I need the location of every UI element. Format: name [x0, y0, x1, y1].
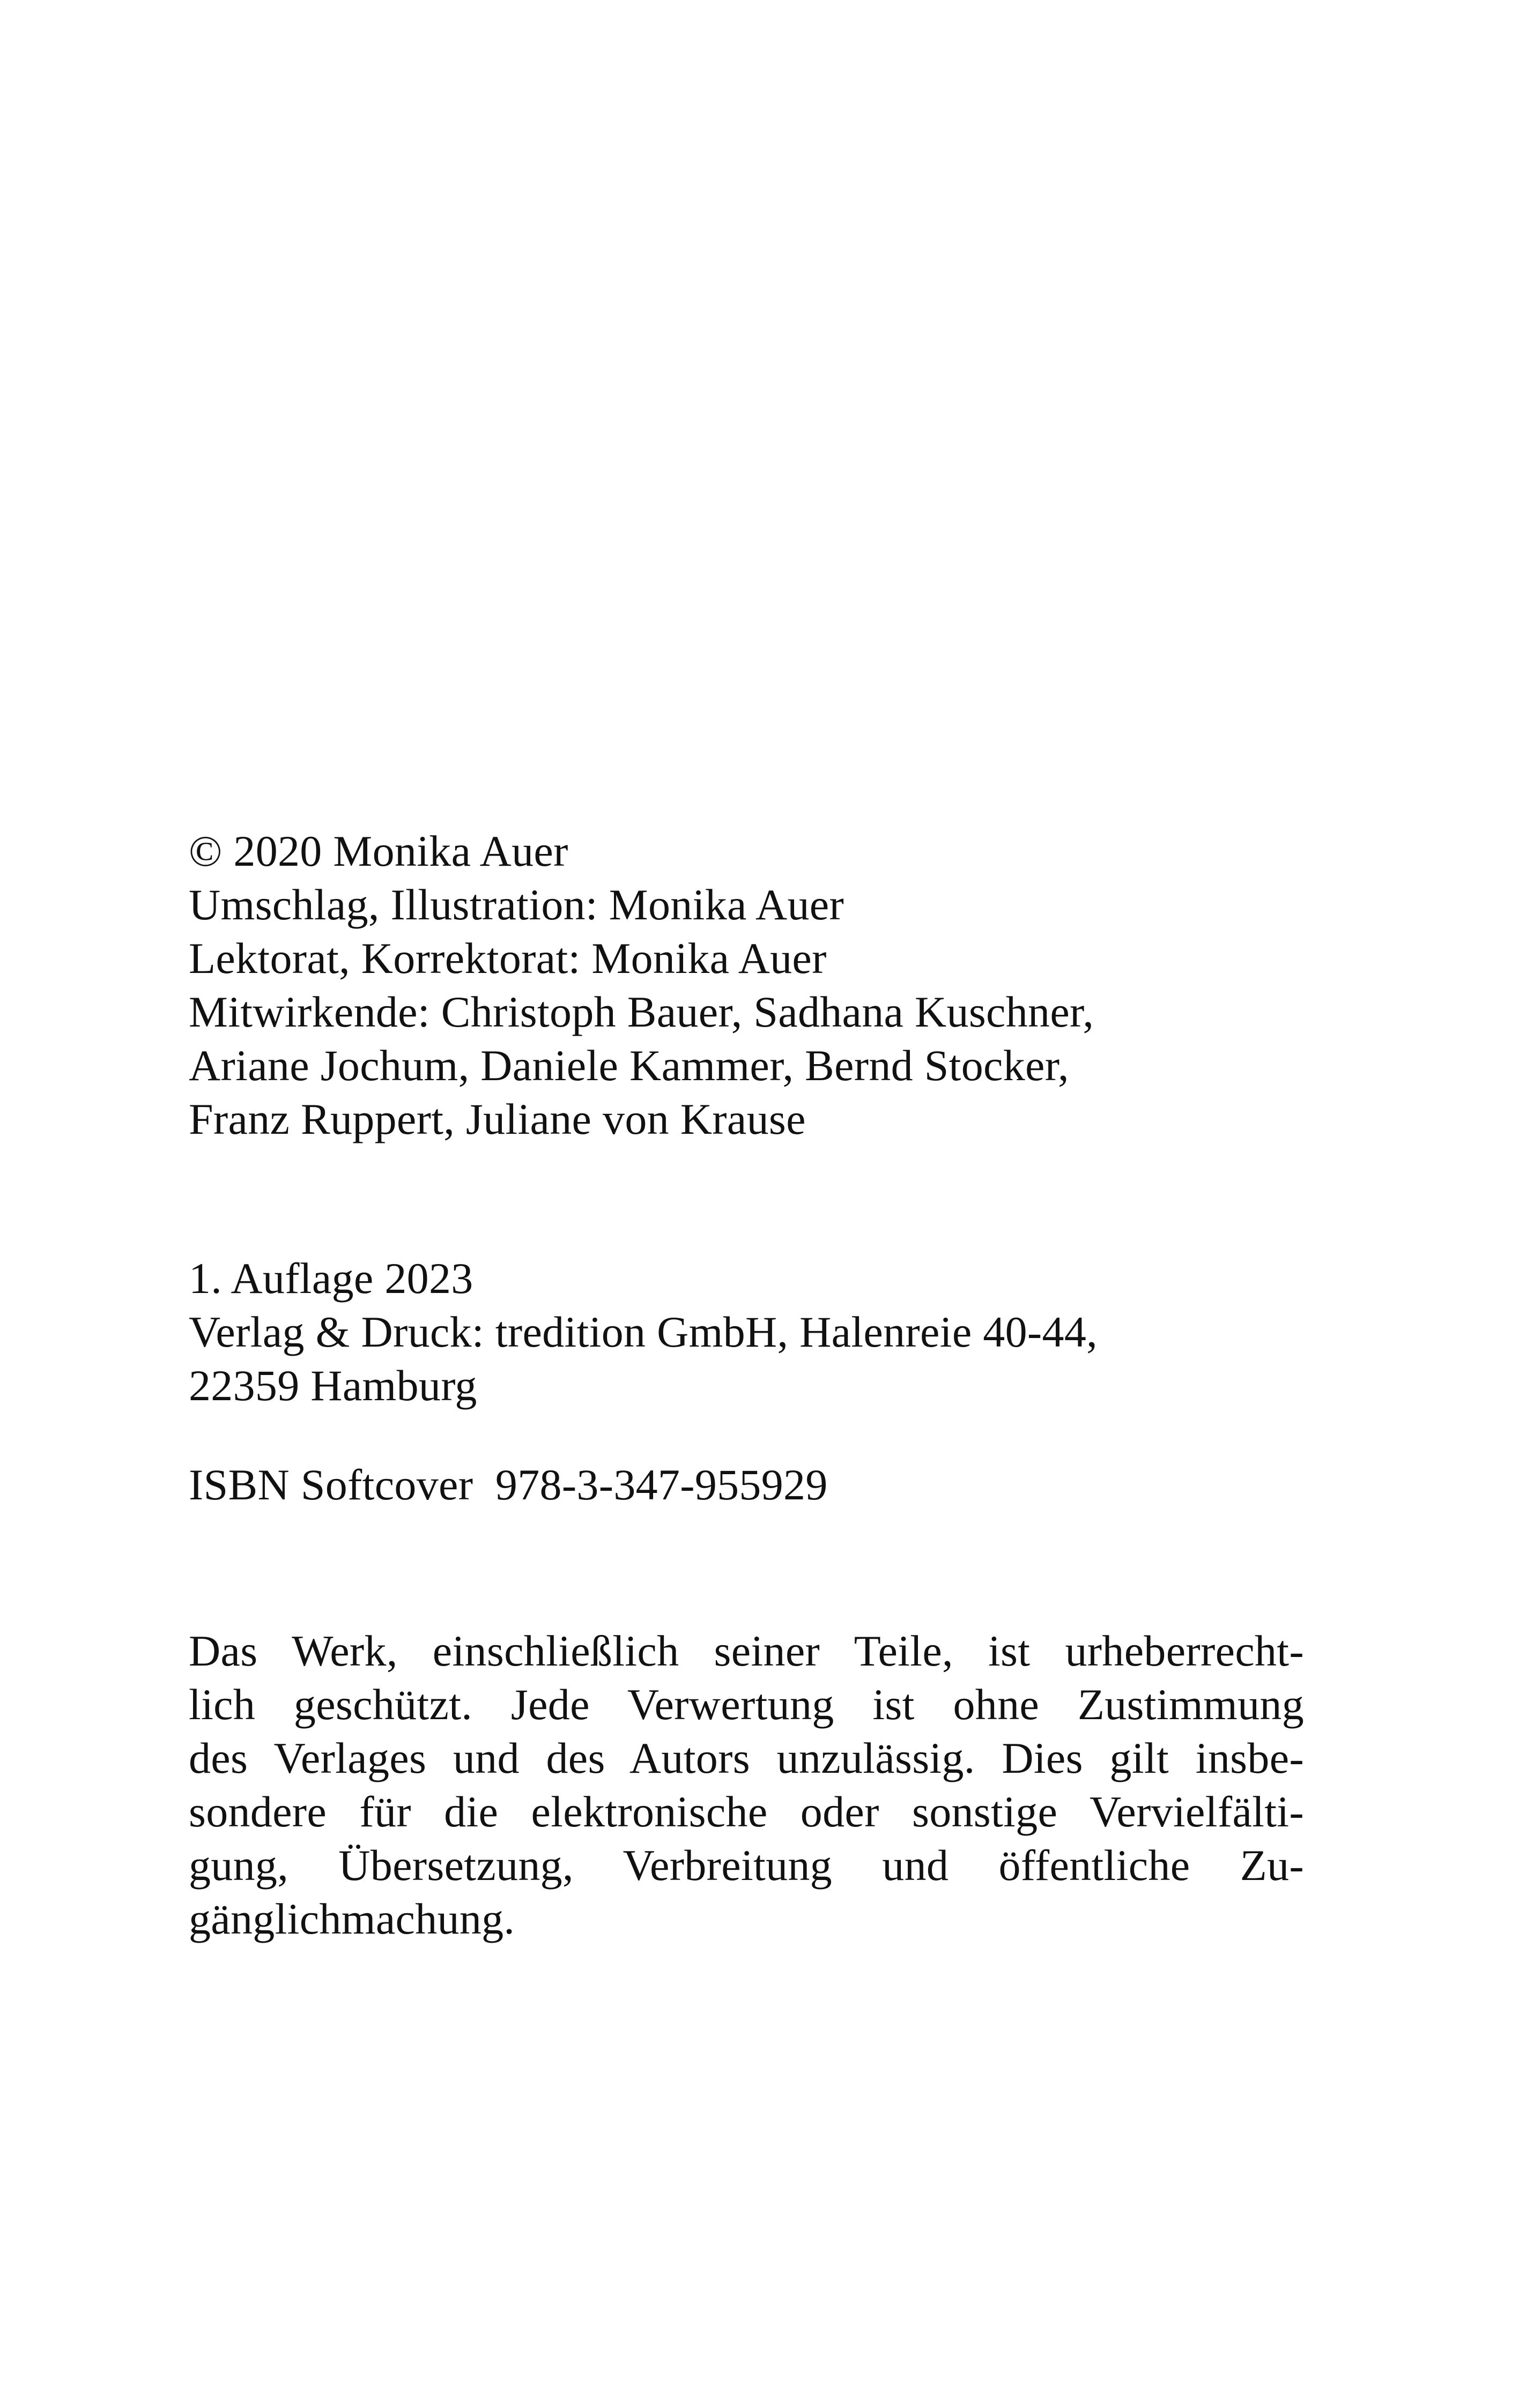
contributors-line: Mitwirkende: Christoph Bauer, Sadhana Kuschner, — [189, 987, 1094, 1036]
isbn-line: ISBN Softcover 978-3-347-955929 — [189, 1460, 828, 1509]
legal-line: gänglichmachung. — [189, 1894, 515, 1943]
legal-line: gung, Übersetzung, Verbreitung und öffentliche Zu- — [189, 1841, 1304, 1890]
copyright-line: © 2020 Monika Auer — [189, 827, 568, 875]
legal-line: Das Werk, einschließlich seiner Teile, ist urheberrecht- — [189, 1626, 1304, 1675]
legal-line: lich geschützt. Jede Verwertung ist ohne Zustimmung — [189, 1680, 1304, 1729]
legal-line: des Verlages und des Autors unzulässig. Dies gilt insbe- — [189, 1734, 1304, 1782]
cover-illustration-line: Umschlag, Illustration: Monika Auer — [189, 880, 844, 929]
editing-line: Lektorat, Korrektorat: Monika Auer — [189, 934, 827, 983]
contributors-line: Ariane Jochum, Daniele Kammer, Bernd Stocker, — [189, 1041, 1069, 1090]
publisher-address-line: 22359 Hamburg — [189, 1361, 477, 1410]
legal-notice — [189, 1624, 1304, 1946]
contributors-line: Franz Ruppert, Juliane von Krause — [189, 1095, 806, 1143]
edition-block — [189, 1252, 1304, 1413]
credits-block — [189, 824, 1304, 1146]
isbn-block — [189, 1458, 1304, 1512]
publisher-line: Verlag & Druck: tredition GmbH, Halenreie 40-44, — [189, 1307, 1098, 1356]
legal-line: sondere für die elektronische oder sonstige Vervielfälti- — [189, 1787, 1304, 1836]
edition-line: 1. Auflage 2023 — [189, 1254, 473, 1303]
